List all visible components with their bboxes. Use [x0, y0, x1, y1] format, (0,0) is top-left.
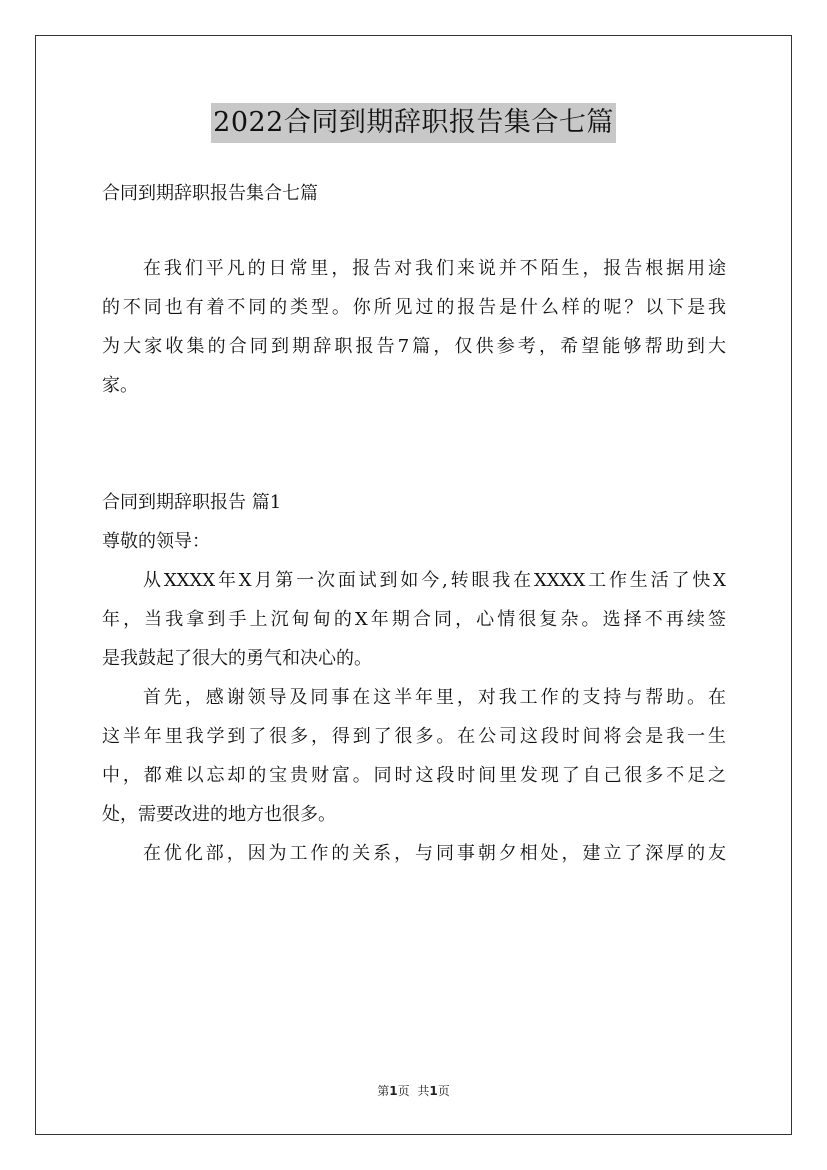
intro-line-2: 的不同也有着不同的类型。你所见过的报告是什么样的呢？以下是我: [102, 297, 726, 318]
total-suffix: 页: [437, 1084, 450, 1098]
para2-line-1: 首先，感谢领导及同事在这半年里，对我工作的支持与帮助。在: [143, 687, 726, 708]
para2-line-3: 中，都难以忘却的宝贵财富。同时这段时间里发现了自己很多不足之: [102, 765, 726, 786]
title-wrap: [0, 103, 827, 143]
spacer: [102, 213, 726, 249]
intro-line-4: 家。: [102, 375, 138, 396]
section-heading: 合同到期辞职报告 篇1: [102, 492, 282, 513]
document-body: [102, 174, 726, 873]
para2-line-4: 处，需要改进的地方也很多。: [102, 804, 336, 825]
para3-line-1: 在优化部，因为工作的关系，与同事朝夕相处，建立了深厚的友: [143, 843, 726, 864]
page-prefix: 第: [377, 1084, 390, 1098]
page-suffix: 页: [397, 1084, 410, 1098]
para1-line-1: 从XXXX年X月第一次面试到如今,转眼我在XXXX工作生活了快X: [143, 570, 726, 591]
page-number: 1: [389, 1084, 398, 1098]
document-title: 2022合同到期辞职报告集合七篇: [211, 103, 616, 143]
document-subtitle: 合同到期辞职报告集合七篇: [102, 183, 318, 204]
para2-line-2: 这半年里我学到了很多，得到了很多。在公司这段时间将会是我一生: [102, 726, 726, 747]
total-prefix: 共: [417, 1084, 430, 1098]
para1-line-3: 是我鼓起了很大的勇气和决心的。: [102, 648, 372, 669]
intro-line-3: 为大家收集的合同到期辞职报告7篇，仅供参考，希望能够帮助到大: [102, 336, 726, 357]
intro-line-1: 在我们平凡的日常里，报告对我们来说并不陌生，报告根据用途: [143, 258, 726, 279]
total-pages: 1: [429, 1084, 438, 1098]
para1-line-2: 年，当我拿到手上沉甸甸的X年期合同，心情很复杂。选择不再续签: [102, 609, 726, 630]
page-footer: [0, 1082, 827, 1099]
blank-line: [102, 405, 726, 444]
blank-line: [102, 444, 726, 483]
salutation: 尊敬的领导：: [102, 531, 210, 552]
